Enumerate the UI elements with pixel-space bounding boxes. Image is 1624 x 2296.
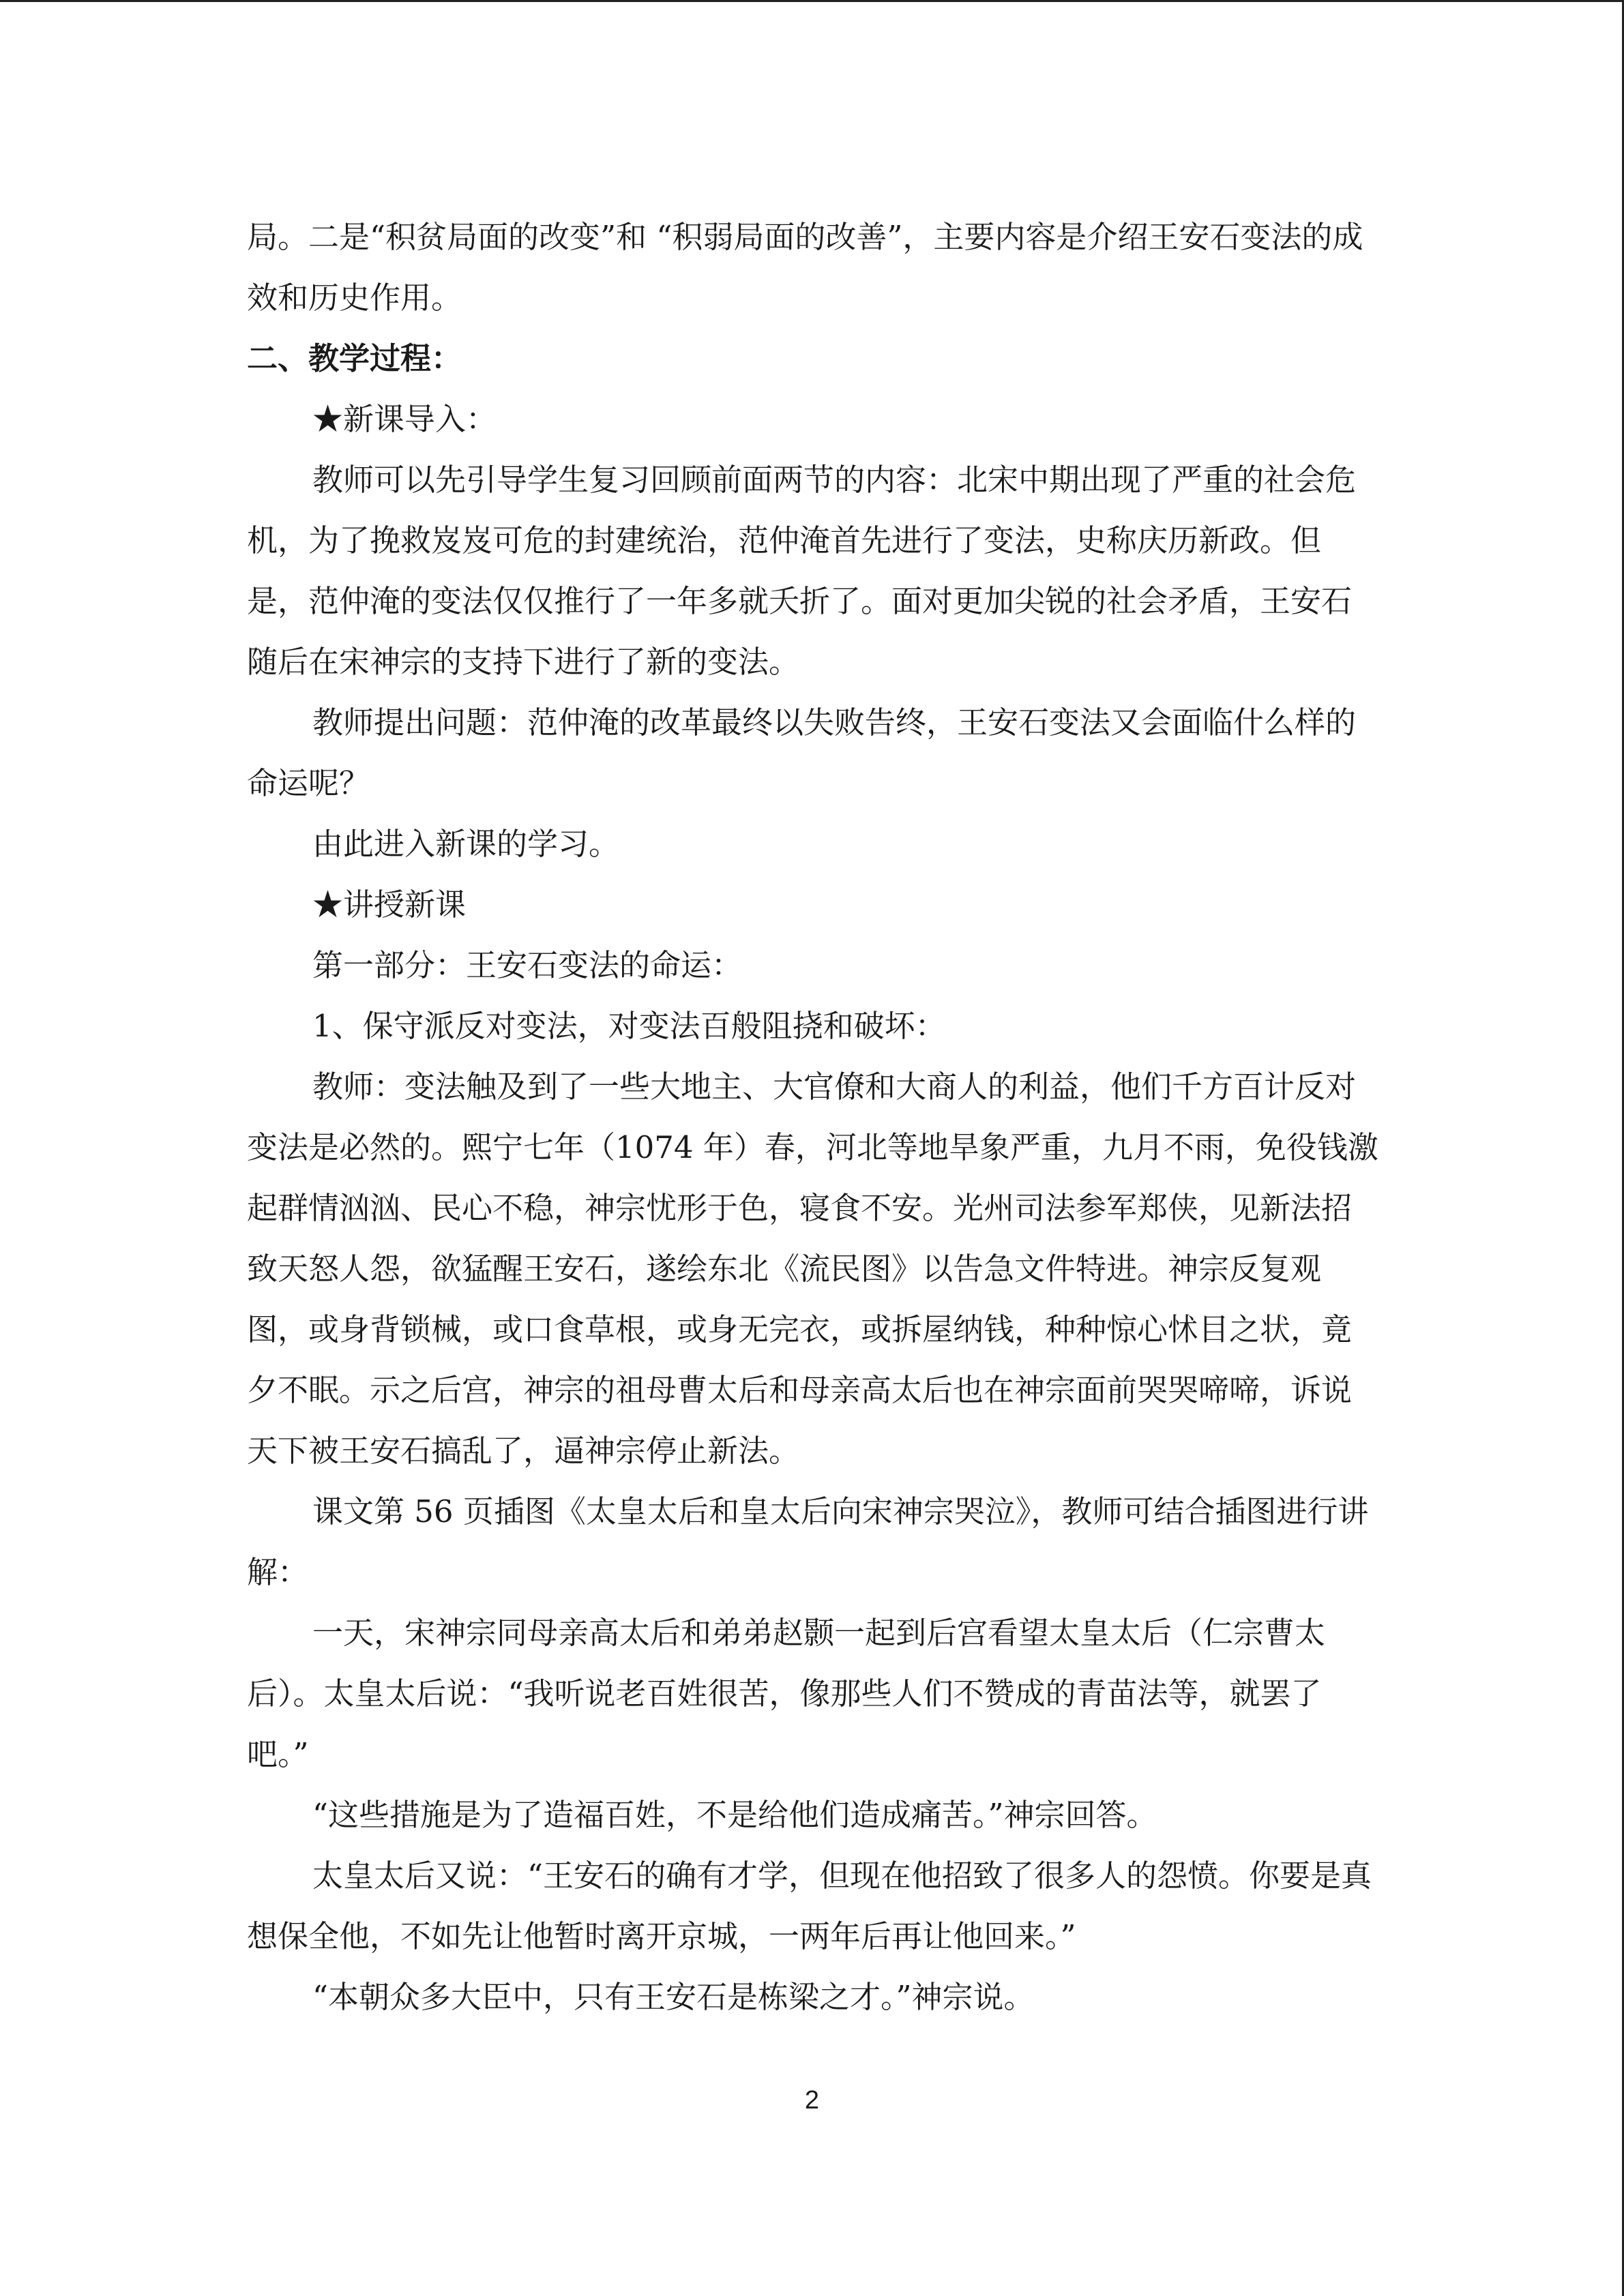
- document-body: [247, 207, 1379, 2027]
- section-heading-teaching-process: 二、教学过程：: [247, 340, 462, 376]
- paragraph-intro-continued: 局。二是“积贫局面的改变”和 “积弱局面的改善”，主要内容是介绍王安石变法的成效和历史作用。: [247, 219, 1363, 316]
- paragraph-review: 教师可以先引导学生复习回顾前面两节的内容：北宋中期出现了严重的社会危机，为了挽救岌岌可危的封建统治，范仲淹首先进行了变法，史称庆历新政。但是，范仲淹的变法仅仅推行了一年多就夭折了。面对更加尖锐的社会矛盾，王安石随后在宋神宗的支持下进行了新的变法。: [247, 462, 1357, 680]
- paragraph-teacher-question: 教师提出问题：范仲淹的改革最终以失败告终，王安石变法又会面临什么样的命运呢？: [247, 704, 1357, 801]
- paragraph-story-4: “本朝众多大臣中，只有王安石是栋梁之才。”神宗说。: [312, 1979, 1035, 2015]
- label-teaching-new-lesson: ★讲授新课: [312, 886, 467, 923]
- paragraph-story-2: “这些措施是为了造福百姓，不是给他们造成痛苦。”神宗回答。: [312, 1797, 1157, 1833]
- part-one-title: 第一部分：王安石变法的命运：: [312, 947, 743, 983]
- paragraph-story-1: 一天，宋神宗同母亲高太后和弟弟赵颢一起到后宫看望太皇太后（仁宗曹太后）。太皇太后说：“我听说老百姓很苦，像那些人们不赞成的青苗法等，就罢了吧。”: [247, 1615, 1326, 1772]
- point-one: 1、保守派反对变法，对变法百般阻挠和破坏：: [312, 1008, 946, 1044]
- paragraph-story-3: 太皇太后又说：“王安石的确有才学，但现在他招致了很多人的怨愤。你要是真想保全他，不如先让他暂时离开京城，一两年后再让他回来。”: [247, 1858, 1372, 1954]
- page-number: 2: [804, 2086, 820, 2115]
- label-new-lesson-intro: ★新课导入：: [312, 401, 497, 437]
- paragraph-illustration-note: 课文第 56 页插图《太皇太后和皇太后向宋神宗哭泣》，教师可结合插图进行讲解：: [247, 1493, 1369, 1590]
- paragraph-teacher-explanation: 教师：变法触及到了一些大地主、大官僚和大商人的利益，他们千方百计反对变法是必然的。熙宁七年（1074 年）春，河北等地旱象严重，九月不雨，免役钱激起群情汹汹、民心不稳，神宗忧形于色，寝食不安。光州司法参军郑侠，见新法招致天怒人怨，欲猛醒王安石，遂绘东北《流民图》以告急文件特进。神宗反复观图，或身背锁械，或口食草根，或身无完衣，或拆屋纳钱，种种惊心怵目之状，竟夕不眠。示之后宫，神宗的祖母曹太后和母亲高太后也在神宗面前哭哭啼啼，诉说天下被王安石搞乱了，逼神宗停止新法。: [247, 1069, 1378, 1469]
- paragraph-transition: 由此进入新课的学习。: [312, 826, 620, 862]
